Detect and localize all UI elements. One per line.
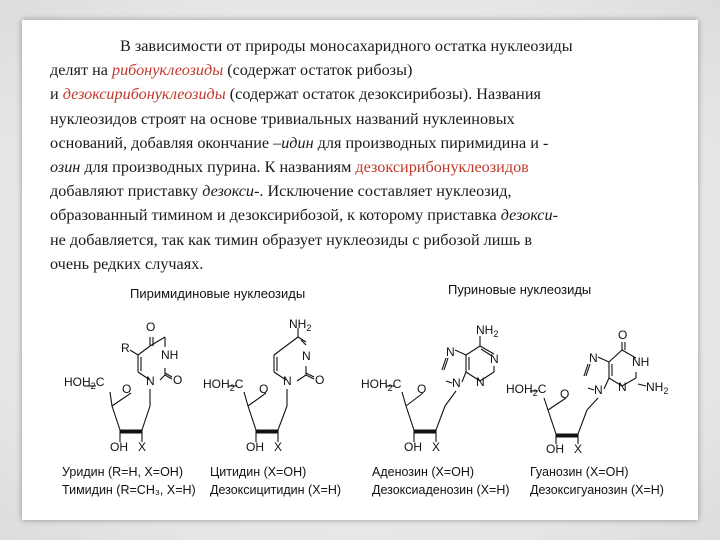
- n-label: N: [490, 352, 499, 366]
- guanosine-structure: [506, 328, 668, 497]
- oh-label: OH: [110, 440, 128, 454]
- n-label: N: [589, 351, 598, 365]
- para-line-2: делят на рибонуклеозиды (содержат остаток рибозы): [50, 61, 413, 80]
- o-label: O: [122, 382, 132, 396]
- o-label: O: [315, 373, 325, 387]
- oh-label: OH: [546, 442, 564, 456]
- o-label: O: [146, 320, 156, 334]
- n-label: N: [618, 380, 627, 394]
- atom-label: $HOH_2C$: [361, 377, 402, 393]
- atom-label: $NH_2$: [646, 380, 669, 396]
- term-deoxyribonucleosides-2: дезоксирибонуклеозидов: [355, 158, 529, 177]
- caption-cytidine: Цитидин (X=OH): [210, 465, 307, 479]
- caption-adenosine: Аденозин (X=OH): [372, 465, 475, 479]
- para-line-7: добавляют приставку дезокси-. Исключение составляет нуклеозид,: [50, 182, 512, 201]
- x-label: X: [274, 440, 283, 454]
- n-label: N: [302, 349, 311, 363]
- purine-header: Пуриновые нуклеозиды: [448, 282, 592, 297]
- adenosine-structure: [361, 323, 510, 497]
- atom-label: $NH_2$: [289, 317, 312, 333]
- para-line-6: озин для производных пурина. К названиям дезоксирибонуклеозидов: [50, 158, 529, 177]
- pyrimidine-header: Пиримидиновые нуклеозиды: [130, 286, 306, 301]
- n-label: N: [476, 375, 485, 389]
- n-label: N: [446, 345, 455, 359]
- caption-thymidine: Тимидин (R=CH₃, X=H): [62, 483, 196, 497]
- para-line-4: нуклеозидов строят на основе тривиальных названий нуклеиновых: [50, 109, 515, 128]
- atom-label: $NH_2$: [476, 323, 499, 339]
- o-label: O: [417, 382, 427, 396]
- cytidine-structure: [203, 317, 341, 497]
- nh-label: NH: [161, 348, 179, 362]
- caption-deoxyguanosine: Дезоксигуанозин (X=H): [530, 483, 664, 497]
- para-line-5: оснований, добавляя окончание –идин для производных пиримидина и -: [50, 133, 549, 152]
- oh-label: OH: [246, 440, 264, 454]
- n-label: N: [283, 374, 292, 388]
- caption-guanosine: Гуанозин (X=OH): [530, 465, 629, 479]
- caption-deoxycytidine: Дезоксицитидин (X=H): [210, 483, 342, 497]
- o-label: O: [618, 328, 628, 342]
- caption-deoxyadenosine: Дезоксиаденозин (X=H): [372, 483, 510, 497]
- n-label: N: [146, 374, 155, 388]
- x-label: X: [574, 442, 583, 456]
- para-line-1: В зависимости от природы моносахаридного остатка нуклеозиды: [120, 37, 573, 55]
- caption-uridine: Уридин (R=H, X=OH): [62, 465, 183, 479]
- x-label: X: [138, 440, 147, 454]
- atom-label: $HOH_2C$: [506, 382, 547, 398]
- para-line-9: не добавляется, так как тимин образует нуклеозиды с рибозой лишь в: [50, 230, 532, 249]
- o-label: O: [259, 382, 269, 396]
- para-line-10: очень редких случаях.: [50, 254, 204, 273]
- o-label: O: [560, 387, 570, 401]
- para-line-8: образованный тимином и дезоксирибозой, к которому приставка дезокси-: [50, 206, 558, 225]
- term-deoxyribonucleosides: дезоксирибонуклеозиды: [62, 85, 226, 104]
- n-label: N: [452, 376, 461, 390]
- atom-label: $HOH_2C$: [203, 377, 244, 393]
- term-ribonucleosides: рибонуклеозиды: [111, 61, 224, 80]
- hoh2c-label: $HOH_2C$: [64, 375, 105, 391]
- x-label: X: [432, 440, 441, 454]
- r-label: R: [121, 341, 130, 355]
- para-line-3: и дезоксирибонуклеозиды (содержат остаток дезоксирибозы). Названия: [50, 85, 541, 104]
- uridine-structure: [62, 320, 196, 497]
- oh-label: OH: [404, 440, 422, 454]
- nh-label: NH: [632, 355, 650, 369]
- n-label: N: [594, 383, 603, 397]
- o-label: O: [173, 373, 183, 387]
